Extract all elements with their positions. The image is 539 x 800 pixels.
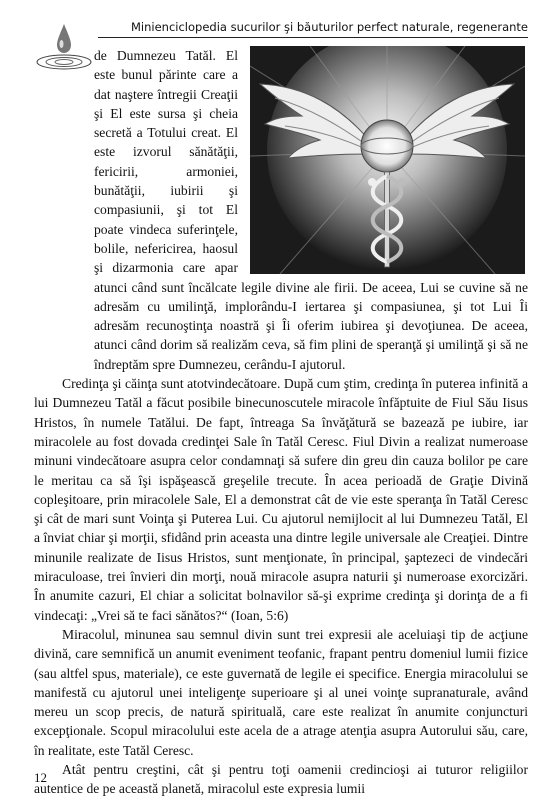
figure-space: [238, 46, 528, 272]
paragraph-4: Atât pentru creştini, cât şi pentru toţi oamenii credincioşi ai tuturor religiilor autentice de pe această planetă, miracolul este expresia lumii: [34, 761, 528, 797]
body-text: [34, 46, 528, 799]
paragraph-2: Credinţa şi căinţa sunt atotvindecătoare. După cum ştim, credinţa în puterea infinită a lui Dumnezeu Tatăl a făcut posibile binecunoscutele miracole înfăptuite de Fiul Său Iisus Hristos, în numele Tatălui. De fapt, întreaga Sa învăţătură se bazează pe iubire, iar miracolele au fost dovada credinţei Sale în Tatăl Ceresc. Fiul Divin a realizat numeroase minuni vindecătoare asupra celor condamnaţi să sufere din greu din cauza bolilor pe care le meritau ca să îşi ispăşească greşelile trecute. În acea perioadă de Graţie Divină copleşitoare, prin miracolele Sale, El a demonstrat cât de vie este speranţa în Tatăl Ceresc şi cât de mari sunt Voinţa şi Puterea Lui. Cu ajutorul nemijlocit al lui Dumnezeu Tatăl, El a înviat chiar şi morţii, sfidând prin aceasta una dintre legile universale ale Creaţiei. Dintre minunile realizate de Iisus Hristos, sunt menţionate, în principal, şaptezeci de vindecări miraculoase, trei învieri din morţi, nouă miracole asupra naturii şi numeroase exorcizări. În anumite cazuri, El chiar a solicitat bolnavilor să-şi exprime credinţa şi dorinţa de a fi vindecaţi: „Vrei să te faci sănătos?“ (Ioan, 5:6): [34, 376, 528, 623]
header-rule: [98, 37, 528, 38]
running-header: Minienciclopedia sucurilor şi băuturilor perfect naturale, regenerante: [131, 20, 528, 34]
page-number: 12: [34, 770, 47, 785]
paragraph-3: Miracolul, minunea sau semnul divin sunt trei expresii ale aceluiaşi tip de acţiune divină, care semnifică un anumit eveniment teofanic, frapant pentru domeniul lumii fizice (sau altfel spus, materiale), ce este guvernată de legile ei specifice. Energia miracolului se manifestă cu ajutorul unei inteligenţe superioare şi al unei voinţe supranaturale, având mereu un scop precis, de natură spirituală, care este realizat în anumite conjuncturi excepţionale. Scopul miracolului este acela de a atrage atenţia asupra Autorului său, care, în realitate, este Tatăl Ceresc.: [34, 626, 528, 758]
paragraph-1: de Dumnezeu Tatăl. El este bunul părinte care a dat naştere întregii Creaţii şi El este sursa şi cheia secretă a Totului creat. El este izvorul sănătăţii, fericirii, armoniei, bunătăţii, iubirii şi compasiunii, şi tot El poate vindeca suferinţele, bolile, nefericirea, haosul şi dizarmonia care apar atunci când sunt încălcate legile divine ale firii. De aceea, Lui se cuvine să ne adresăm cu umilinţă, implorându-I iertarea şi compasiunea, şi tot Lui Îi adresăm recunoştinţa noastră şi Îi oferim iubirea şi devoţiunea. De aceea, atunci când dorim să realizăm ceva, să fim plini de speranţă şi umilinţă şi să ne îndreptăm spre Dumnezeu, cerându-I ajutorul.: [94, 48, 528, 372]
